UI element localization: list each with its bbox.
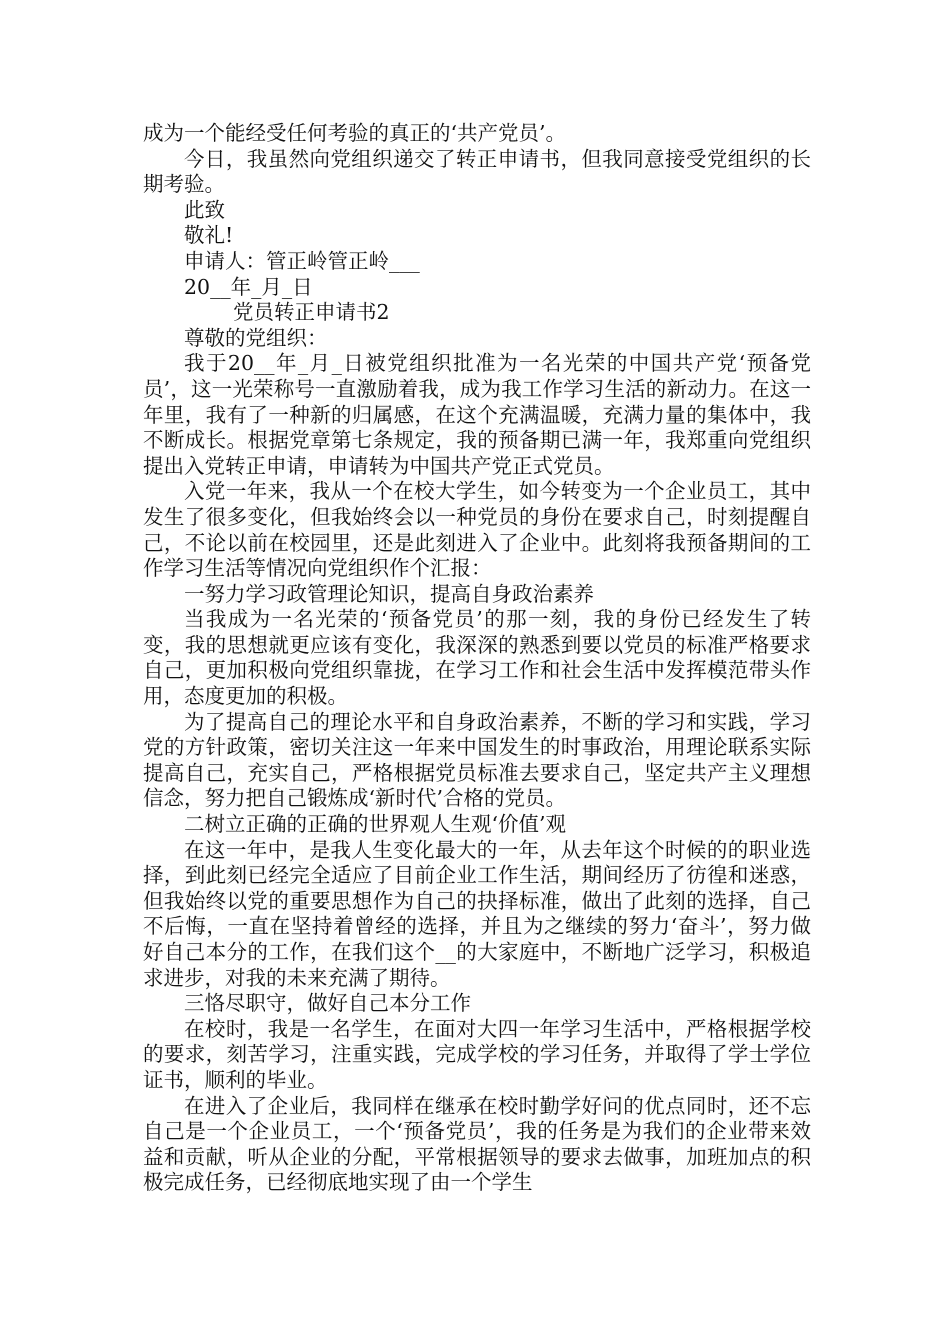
paragraph-worldview: 在这一年中，是我人生变化最大的一年，从去年这个时候的的职业选择，到此刻已经完全适应了目前企业工作生活，期间经历了彷徨和迷惑，但我始终以党的重要思想作为自己的抉择标准，做出了此刻的选择，自己不后悔，一直在坚持着曾经的选择，并且为之继续的努力‘奋斗’，努力做好自己本分的工作，在我们这个__的大家庭中，不断地广泛学习，积极追求进步，对我的未来充满了期待。 xyxy=(143,837,811,990)
salutation-jingli: 敬礼! xyxy=(184,223,234,248)
paragraph-school: 在校时，我是一名学生，在面对大四一年学习生活中，严格根据学校的要求，刻苦学习，注重实践，完成学校的学习任务，并取得了学士学位证书，顺利的毕业。 xyxy=(143,1016,811,1092)
salutation-cizhi: 此致 xyxy=(184,197,225,222)
applicant-signature: 申请人：管正岭管正岭___ xyxy=(184,248,420,273)
section-title: 党员转正申请书2 xyxy=(233,300,390,325)
paragraph-enterprise: 在进入了企业后，我同样在继承在校时勤学好问的优点同时，还不忘自己是一个企业员工，一个‘预备党员’，我的任务是为我们的企业带来效益和贡献，听从企业的分配，平常根据领导的要求去做事，加班加点的积极完成任务，已经彻底地实现了由一个学生 xyxy=(143,1093,811,1195)
heading-one: 一努力学习政管理论知识，提高自身政治素养 xyxy=(184,581,594,606)
paragraph-intro: 我于20__年_月_日被党组织批准为一名光荣的中国共产党‘预备党员’，这一光荣称号一直激励着我，成为我工作学习生活的新动力。在这一年里，我有了一种新的归属感，在这个充满温暖，充满力量的集体中，我不断成长。根据党章第七条规定，我的预备期已满一年，我郑重向党组织提出入党转正申请，申请转为中国共产党正式党员。 xyxy=(143,351,811,478)
paragraph-acceptance: 今日，我虽然向党组织递交了转正申请书，但我同意接受党组织的长期考验。 xyxy=(143,146,811,197)
heading-three: 三恪尽职守，做好自己本分工作 xyxy=(184,991,471,1016)
heading-two: 二树立正确的正确的世界观人生观‘价值’观 xyxy=(184,812,567,837)
paragraph-overview: 入党一年来，我从一个在校大学生，如今转变为一个企业员工，其中发生了很多变化，但我始终会以一种党员的身份在要求自己，时刻提醒自己，不论以前在校园里，还是此刻进入了企业中。此刻将我预备期间的工作学习生活等情况向党组织作个汇报： xyxy=(143,479,811,581)
paragraph-identity: 当我成为一名光荣的‘预备党员’的那一刻，我的身份已经发生了转变，我的思想就更应该有变化，我深深的熟悉到要以党员的标准严格要求自己，更加积极向党组织靠拢，在学习工作和社会生活中发挥模范带头作用，态度更加的积极。 xyxy=(143,607,811,709)
paragraph-closing-sentence: 成为一个能经受任何考验的真正的‘共产党员’。 xyxy=(143,121,567,145)
document-page xyxy=(143,121,811,1196)
greeting: 尊敬的党组织： xyxy=(184,325,328,350)
paragraph-theory: 为了提高自己的理论水平和自身政治素养，不断的学习和实践，学习党的方针政策，密切关注这一年来中国发生的时事政治，用理论联系实际提高自己，充实自己，严格根据党员标准去要求自己，坚定共产主义理想信念，努力把自己锻炼成‘新时代’合格的党员。 xyxy=(143,709,811,811)
date-line: 20__年_月_日 xyxy=(184,274,313,299)
